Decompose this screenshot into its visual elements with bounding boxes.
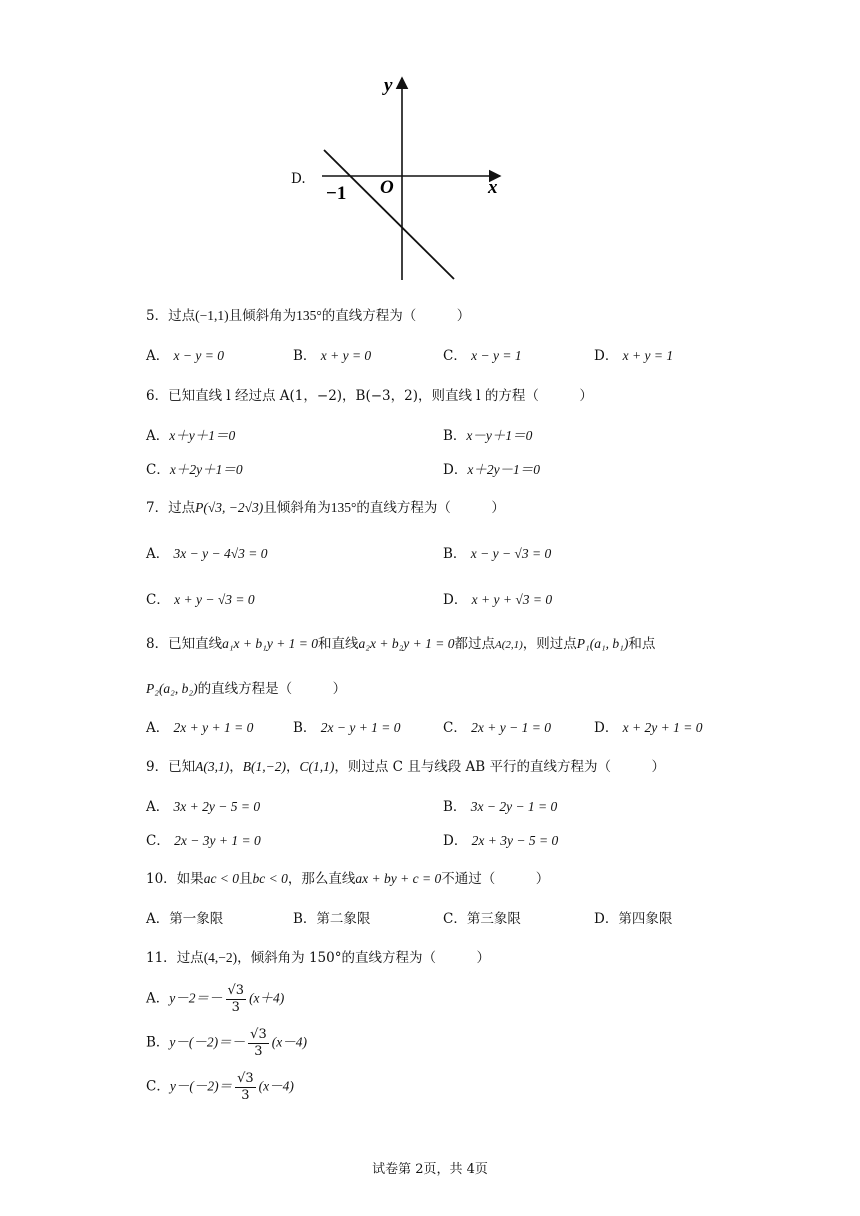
q5-option-d: D． x + y = 1 bbox=[594, 348, 674, 364]
q6-option-c: C．x＋2y＋1＝0 bbox=[146, 462, 243, 478]
math-point: (−1,1) bbox=[195, 308, 229, 323]
question-7: 7．过点P(√3, −2√3)且倾斜角为135°的直线方程为（ ） bbox=[146, 500, 505, 516]
q7-option-c: C． x + y − √3 = 0 bbox=[146, 592, 255, 608]
q5-option-a: A． x − y = 0 bbox=[146, 348, 225, 364]
q8-option-d: D． x + 2y + 1 = 0 bbox=[594, 720, 703, 736]
question-5 bbox=[146, 304, 470, 324]
q11-option-c: C．y－(－2)＝ $\frac{√3}{3}$ (x－4) bbox=[146, 1071, 294, 1103]
q11-option-a: A．y－2＝－ $\frac{√3}{3}$ (x＋4) bbox=[146, 983, 285, 1015]
graph-option-label: D. bbox=[291, 171, 306, 187]
question-8: 8．已知直线a₁x + b₁y + 1 = 0和直线a₂x + b₂y + 1 = 0都过点A(2,1)，则过点P₁(a₁, b₁)和点 bbox=[146, 636, 656, 652]
q8-option-b: B． 2x − y + 1 = 0 bbox=[293, 720, 401, 736]
x-axis-label: x bbox=[488, 177, 498, 198]
question-text: 过点 bbox=[168, 308, 196, 324]
q10-option-a: A．第一象限 bbox=[146, 911, 224, 927]
q5-option-b: B． x + y = 0 bbox=[293, 348, 372, 364]
math-point: P(√3, −2√3) bbox=[195, 500, 264, 515]
q8-option-a: A． 2x + y + 1 = 0 bbox=[146, 720, 254, 736]
q11-option-b: B．y－(－2)＝－ $\frac{√3}{3}$ (x－4) bbox=[146, 1027, 307, 1059]
q6-option-a: A．x＋y＋1＝0 bbox=[146, 428, 236, 444]
q6-option-b: B．x－y＋1＝0 bbox=[443, 428, 533, 444]
question-10: 10．如果ac < 0且bc < 0，那么直线ax + by + c = 0不通过（ ） bbox=[146, 871, 550, 887]
q10-option-b: B．第二象限 bbox=[293, 911, 371, 927]
question-8-cont: P₂(a₂, b₂)的直线方程是（ ） bbox=[146, 681, 347, 697]
q9-option-d: D． 2x + 3y − 5 = 0 bbox=[443, 833, 559, 849]
question-11: 11．过点(4,−2)，倾斜角为 150°的直线方程为（ ） bbox=[146, 950, 490, 966]
q7-option-a: A． 3x − y − 4√3 = 0 bbox=[146, 546, 268, 562]
question-number: 5． bbox=[146, 308, 169, 324]
question-9: 9．已知A(3,1)，B(1,−2)，C(1,1)，则过点 C 且与线段 AB 平行的直线方程为（ ） bbox=[146, 759, 665, 775]
question-text: 且倾斜角为 bbox=[228, 308, 297, 324]
math-angle: 135° bbox=[296, 308, 322, 323]
q10-option-c: C．第三象限 bbox=[443, 911, 521, 927]
q7-option-d: D． x + y + √3 = 0 bbox=[443, 592, 553, 608]
q7-option-b: B． x − y − √3 = 0 bbox=[443, 546, 552, 562]
q6-option-d: D．x＋2y－1＝0 bbox=[443, 462, 541, 478]
q8-option-c: C． 2x + y − 1 = 0 bbox=[443, 720, 551, 736]
line-graph bbox=[300, 70, 520, 285]
q9-option-c: C． 2x − 3y + 1 = 0 bbox=[146, 833, 261, 849]
origin-label: O bbox=[380, 177, 394, 198]
page-footer: 试卷第 2页，共 4页 bbox=[372, 1162, 488, 1177]
q9-option-a: A． 3x + 2y − 5 = 0 bbox=[146, 799, 261, 815]
question-6: 6．已知直线 l 经过点 A(1，−2)，B(−3，2)，则直线 l 的方程（ ） bbox=[146, 388, 593, 404]
question-text: 的直线方程为（ ） bbox=[321, 308, 471, 324]
y-axis-label: y bbox=[384, 75, 393, 96]
x-intercept-label: −1 bbox=[326, 183, 347, 204]
graph-line bbox=[324, 150, 454, 279]
q10-option-d: D．第四象限 bbox=[594, 911, 673, 927]
q9-option-b: B． 3x − 2y − 1 = 0 bbox=[443, 799, 558, 815]
question-text: 已知直线 l 经过点 A(1，−2)，B(−3，2)，则直线 l 的方程（ ） bbox=[168, 388, 593, 404]
q5-option-c: C． x − y = 1 bbox=[443, 348, 522, 364]
